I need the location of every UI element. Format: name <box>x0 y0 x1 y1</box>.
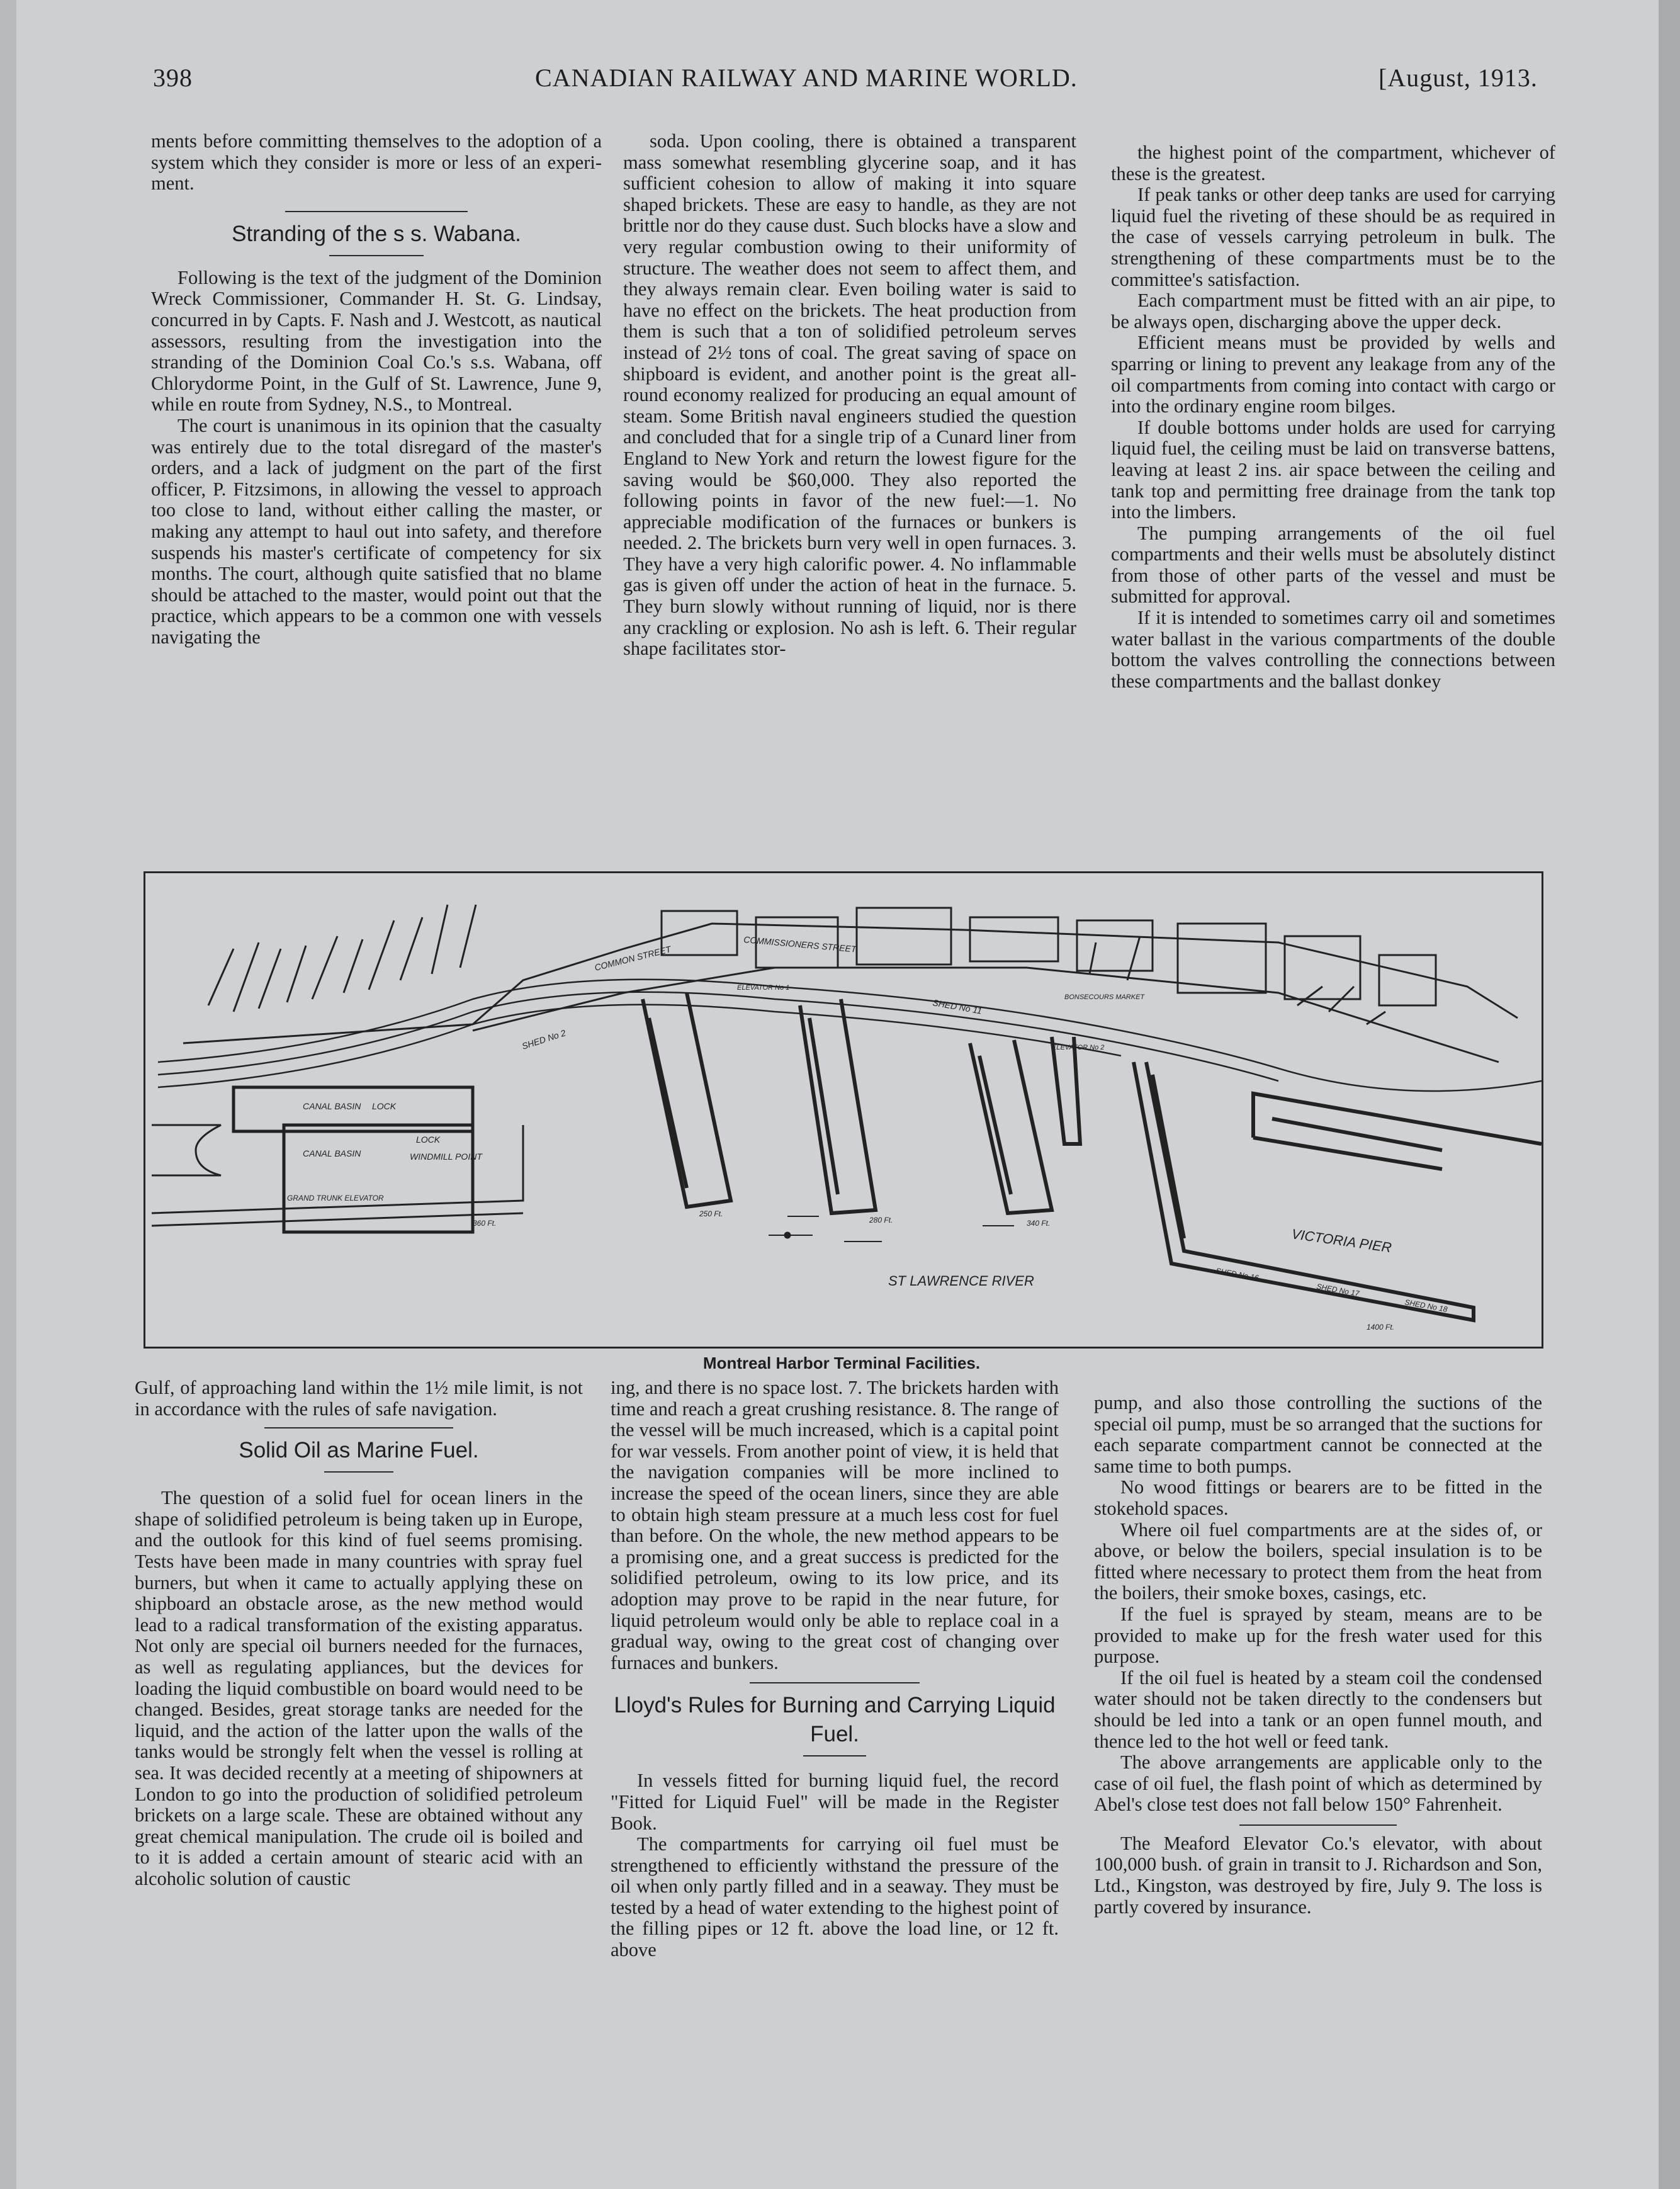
paragraph: Following is the text of the judgment of the Dominion Wreck Commissioner, Commander H. St. G. Lindsay, concurred in by Capts. F. Nash and J. Westcott, as nautical assessors, resulting from the investigation into the stranding of the Dominion Coal Co.'s s.s. Wabana, off Chlorydorme Point, in the Gulf of St. Lawrence, June 9, while en route from Sydney, N.S., to Montreal. <box>151 266 602 416</box>
section-rule <box>329 255 424 256</box>
label-dim-340: 340 Ft. <box>1027 1219 1051 1228</box>
page-edge <box>1659 0 1680 2189</box>
label-shed-11: SHED No 11 <box>932 997 983 1016</box>
paragraph: The pumping arrangements of the oil fuel compartments and their wells must be absolutely distinct from those of other parts of the vessel and must be submitted for approval. <box>1111 522 1555 608</box>
figure-caption: Montreal Harbor Terminal Facilities. <box>702 1354 981 1372</box>
heading-lloyds-rules: Lloyd's Rules for Burning and Carrying Liquid Fuel. <box>614 1693 1056 1747</box>
paragraph: The compartments for carrying oil fuel must be strengthened to efficiently withstand the pressure of the oil when only partly filled and in a seaway. They must be tested by a head of water extending to the highest point of the filling pipes or 12 ft. above the load line, or 12 ft. above <box>611 1833 1059 1961</box>
paragraph: ing, and there is no space lost. 7. The brickets harden with time and reach a great crushing resistance. 8. The range of the vessel will be much increased, which is a capital point for war vessels. From another point of view, it is held that the navigation companies will be more inclined to increase the speed of the ocean liners, since they are able to obtain high steam pressure at a much less cost for fuel than before. On the whole, the new method appears to be a promising one, and a great success is predicted for the solidified petroleum, owing to its low price, and its adoption may prove to be rapid in the near future, for liquid petroleum would only be able to replace coal in a gradual way, owing to the great cost of changing over furnaces and bunkers. <box>611 1377 1059 1673</box>
column-3-top <box>1111 142 1555 692</box>
waterfront-railway <box>158 980 1542 1091</box>
page-number: 398 <box>153 64 193 92</box>
paragraph: soda. Upon cooling, there is obtained a transparent mass somewhat resembling glycerine soap, and it has sufficient cohesion to allow of making it into square shaped brickets. These are easy to handle, as they are not brittle nor do they cause dust. Such blocks have a slow and very regular combustion owing to their uniformity of structure. The weather does not seem to affect them, and they always remain clear. Even boiling water is said to have no effect on the brickets. The heat production from them is such that a ton of solidified petroleum serves instead of 2½ tons of coal. The great saving of space on shipboard is evident, and another point is the great all-round economy realized for producing an equal amount of steam. Some British naval engineers studied the question and concluded that for a single trip of a Cunard liner from England to New York and return the lowest figure for the saving would be $60,000. They also reported the following points in favor of the new fuel:—1. No appreciable modification of the furnaces or bunkers is needed. 2. The brickets burn very well in open furnaces. 3. They have a very high calorific power. 4. No inflammable gas is given off under the action of heat in the furnace. 5. They burn slowly without running of liquid, nor is there any crackling or explosion. No ash is left. 6. Their regular shape facilitates stor- <box>623 130 1076 660</box>
column-2-bottom <box>611 1377 1059 1961</box>
label-commissioners-street: COMMISSIONERS STREET <box>743 934 857 954</box>
label-victoria-pier: VICTORIA PIER <box>1290 1226 1393 1256</box>
label-shed-16: SHED No 16 <box>1215 1266 1260 1282</box>
label-shed-17: SHED No 17 <box>1316 1282 1360 1298</box>
paragraph: The above arrangements are applicable only to the case of oil fuel, the flash point of which as determined by Abel's close test does not fall below 150° Fahrenheit. <box>1094 1751 1542 1816</box>
column-2-top <box>623 131 1076 660</box>
section-rule <box>324 1471 393 1473</box>
label-windmill-point: WINDMILL POINT <box>410 1151 482 1162</box>
label-shed-18: SHED No 18 <box>1404 1298 1448 1314</box>
section-rule <box>285 211 468 212</box>
paragraph: The Meaford Elevator Co.'s elevator, with about 100,000 bush. of grain in transit to J. Richardson and Son, Ltd., Kingston, was destroyed by fire, July 9. The loss is partly covered by insurance. <box>1094 1832 1542 1918</box>
column-3-bottom <box>1094 1393 1542 1918</box>
section-rule <box>803 1755 866 1756</box>
paragraph: If it is intended to sometimes carry oil and sometimes water ballast in the various compartments of the double bottom the valves controlling the connections between these compartments and the ballast donkey <box>1111 607 1555 692</box>
paragraph: The question of a solid fuel for ocean liners in the shape of solidified petroleum is being taken up in Europe, and the outlook for this kind of fuel seems promising. Tests have been made in many countries with spray fuel burners, but when it came to actually applying these on shipboard an obstacle arose, as the new method would lead to a radical transformation of the existing apparatus. Not only are special oil burners needed for the furnaces, as well as regulating appliances, but the devices for loading the liquid combustible on board would need to be changed. Besides, great storage tanks are needed for the liquid, and the action of the latter upon the walls of the tanks would be strongly felt when the vessel is rolling at sea. It was decided recently at a meeting of shipowners at London to go into the production of solidified petroleum brickets on a large scale. These are obtained without any great chemical manipulation. The crude oil is boiled and to it is added a certain amount of stearic acid with an alcoholic solution of caustic <box>135 1487 583 1889</box>
issue-date: [August, 1913. <box>1378 64 1538 92</box>
heading-wabana: Stranding of the s s. Wabana. <box>232 221 521 246</box>
section-rule <box>264 1427 453 1428</box>
piers <box>643 993 1542 1320</box>
label-common-street: COMMON STREET <box>593 944 672 973</box>
paragraph: Efficient means must be provided by wells and sparring or lining to prevent any leakage from any of the oil compartments from coming into contact with cargo or into the ordinary engine room bilges. <box>1111 332 1555 417</box>
paragraph: In vessels fitted for burning liquid fuel, the record "Fitted for Liquid Fuel" will be made in the Register Book. <box>611 1770 1059 1834</box>
label-dim-1400: 1400 Ft. <box>1367 1323 1395 1332</box>
paragraph: Gulf, of approaching land within the 1½ mile limit, is not in accordance with the rules of safe navigation. <box>135 1377 583 1420</box>
paragraph: If the fuel is sprayed by steam, means are to be provided to make up for the fresh water used for this purpose. <box>1094 1603 1542 1668</box>
paragraph: pump, and also those controlling the suctions of the special oil pump, must be so arranged that the suctions for each separate compartment cannot be connected at the same time to both pumps. <box>1094 1392 1542 1477</box>
paragraph: Each compartment must be fitted with an air pipe, to be always open, discharging above the upper deck. <box>1111 290 1555 332</box>
harbor-map <box>145 873 1542 1347</box>
section-rule <box>1239 1824 1397 1826</box>
label-dim-280: 280 Ft. <box>869 1216 893 1225</box>
paragraph: If double bottoms under holds are used for carrying liquid fuel, the ceiling must be laid on transverse battens, leaving at least 2 ins. air space between the ceiling and tank top and permitting free drainage from the tank top into the limbers. <box>1111 416 1555 523</box>
paragraph: If peak tanks or other deep tanks are used for carrying liquid fuel the riveting of these should be as required in the case of vessels carrying petroleum in bulk. The strengthening of these compartments must be to the committee's satisfaction. <box>1111 184 1555 290</box>
column-1-top <box>151 131 602 648</box>
column-1-bottom <box>135 1377 583 1889</box>
label-canal-basin-2: CANAL BASIN <box>303 1148 361 1158</box>
label-elevator-1: ELEVATOR No 1 <box>737 984 790 992</box>
heading-solid-oil: Solid Oil as Marine Fuel. <box>239 1438 479 1463</box>
journal-title: CANADIAN RAILWAY AND MARINE WORLD. <box>535 64 1078 92</box>
paragraph: ments before committing themselves to the adoption of a system which they consider is more or less of an experi-ment. <box>151 130 602 195</box>
paragraph: The court is unanimous in its opinion that the casualty was entirely due to the total disregard of the master's orders, and a lack of judgment on the part of the first officer, P. Fitzsimons, in allowing the vessel to approach too close to land, without either calling the master, or making any attempt to haul out into safety, and therefore suspends his master's certificate of competency for six months. The court, although quite satisfied that no blame should be attached to the master, would point out that the practice, which appears to be a common one with vessels navigating the <box>151 414 602 648</box>
paragraph: Where oil fuel compartments are at the sides of, or above, or below the boilers, special insulation is to be fitted where necessary to protect them from the heat from the boilers, their smoke boxes, casings, etc. <box>1094 1519 1542 1604</box>
paragraph: the highest point of the compartment, whichever of these is the greatest. <box>1111 142 1555 184</box>
label-elevator-2: ELEVATOR No 2 <box>1052 1044 1105 1051</box>
label-lock: LOCK <box>372 1101 397 1111</box>
paragraph: No wood fittings or bearers are to be fitted in the stokehold spaces. <box>1094 1476 1542 1519</box>
label-bonsecours-market: BONSECOURS MARKET <box>1064 993 1145 1001</box>
paragraph: If the oil fuel is heated by a steam coil the condensed water should not be taken directly to the condensers but should be led into a tank or an open funnel mouth, and thence led to the hot well or feed tank. <box>1094 1666 1542 1752</box>
label-dim-250: 250 Ft. <box>699 1209 723 1218</box>
label-river: ST LAWRENCE RIVER <box>888 1273 1034 1289</box>
city-blocks <box>183 905 1518 1062</box>
label-canal-basin-1: CANAL BASIN <box>303 1101 361 1111</box>
section-rule <box>750 1682 920 1683</box>
label-shed-2: SHED No 2 <box>520 1027 567 1051</box>
label-lock-2: LOCK <box>416 1134 441 1145</box>
label-grand-trunk-elevator: GRAND TRUNK ELEVATOR <box>287 1194 384 1202</box>
label-dim-360: 360 Ft. <box>473 1219 497 1228</box>
page-gutter <box>0 0 16 2189</box>
harbor-map-figure <box>144 871 1543 1349</box>
